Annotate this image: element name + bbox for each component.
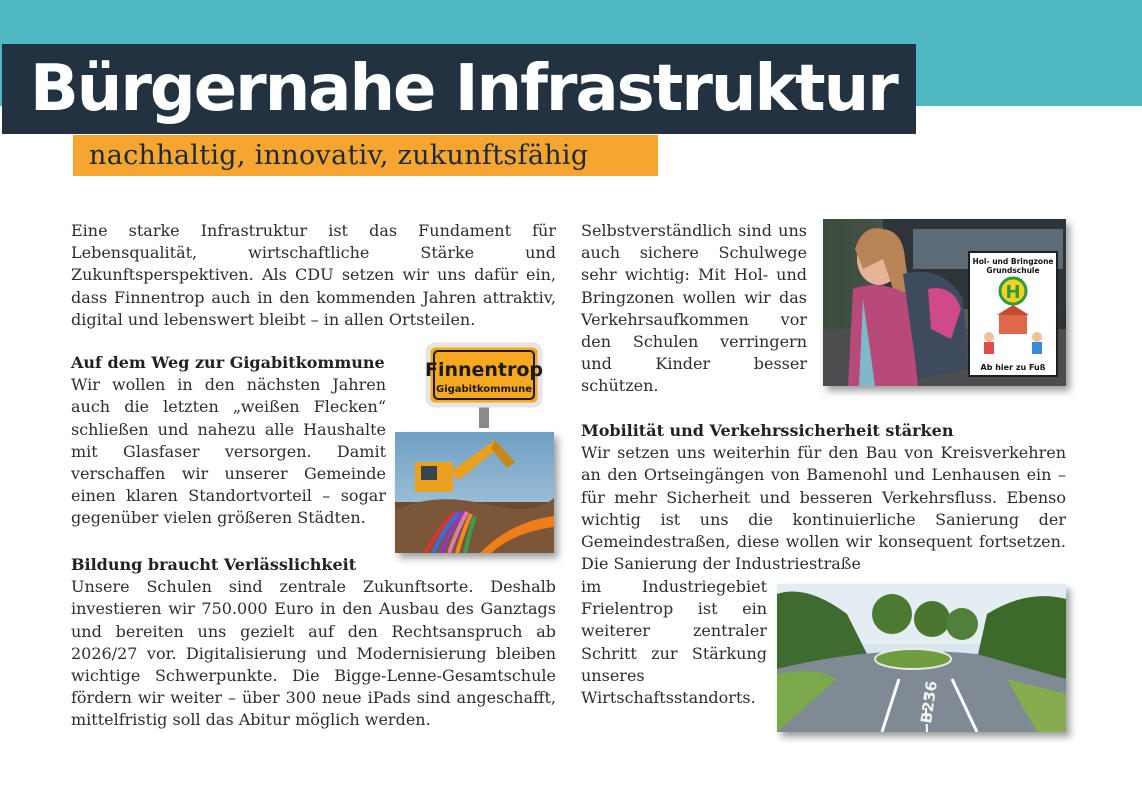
section-mobilitaet-text: Wir setzen uns weiterhin für den Bau von Kreisverkehren an den Ortseingängen von Bamenohl und Lenhausen ein – für mehr Sicherheit und besseren Verkehrsfluss. Ebenso wichtig ist uns die kontinuierliche Sanierung der Gemeindestraßen, diese wollen wir konsequent fortsetzen. Die Sanierung der Industriestraße <box>581 443 1066 574</box>
section-bildung <box>71 554 556 732</box>
intro-paragraph: Eine starke Infrastruktur ist das Fundament für Lebensqualität, wirtschaftliche Stärke und Zukunftsperspektiven. Als CDU setzen wir uns dafür ein, dass Finnentrop auch in den kommenden Jahren attraktiv, digital und lebenswert bleibt – in allen Ortsteilen. <box>71 221 556 329</box>
road-marking-label: B236 <box>917 679 941 725</box>
page-subtitle: nachhaltig, innovativ, zukunftsfähig <box>89 140 589 171</box>
section-bildung-text: Unsere Schulen sind zentrale Zukunftsorte. Deshalb investieren wir 750.000 Euro in den Ausbau des Ganztags und bereiten uns gezielt auf den Rechtsanspruch ab 2026/27 vor. Digitalisierung und Modernisierung bleiben wichtige Schwerpunkte. Die Bigge-Lenne-Gesamtschule fördern wir weiter – über 300 neue iPads sind angeschafft, mittelfristig soll das Abitur möglich werden. <box>71 577 556 730</box>
section-mobilitaet-heading: Mobilität und Verkehrssicherheit stärken <box>581 421 954 440</box>
section-mobilitaet-text-continued: im Industriegebiet Frielentrop ist ein weiterer zentraler Schritt zur Stärkung unseres Wirtschaftsstandorts. <box>581 577 767 708</box>
photo-town-sign <box>425 342 543 428</box>
section-gigabit <box>71 352 386 530</box>
school-sign-badge: H <box>1005 282 1021 303</box>
town-sign-name: Finnentrop <box>425 359 543 381</box>
section-gigabit-text: Wir wollen in den nächsten Jahren auch die letzten „weißen Flecken“ schließen und nahezu alle Haushalte mit Glasfaser versorgen. Damit verschaffen wir unserer Gemeinde einen klaren Standortvorteil – sogar gegenüber vielen größeren Städten. <box>71 375 386 528</box>
section-schulweg-text: Selbstverständlich sind uns auch sichere Schulwege sehr wichtig: Mit Hol- und Bringzonen wollen wir das Verkehrsaufkommen vor den Schulen verringern und Kinder besser schützen. <box>581 221 807 396</box>
section-bildung-heading: Bildung braucht Verlässlichkeit <box>71 555 357 574</box>
school-sign-line1: Hol- und Bringzone <box>972 257 1054 266</box>
photo-school-zone <box>823 219 1066 386</box>
photo-fibre-excavator <box>395 432 554 553</box>
town-sign-sub: Gigabitkommune <box>435 384 533 395</box>
photo-roundabout <box>777 584 1066 732</box>
school-sign-line2: Grundschule <box>986 266 1040 275</box>
section-gigabit-heading: Auf dem Weg zur Gigabitkommune <box>71 353 385 372</box>
page-title: Bürgernahe Infrastruktur <box>30 52 897 126</box>
school-sign-footer: Ab hier zu Fuß <box>980 363 1046 372</box>
section-mobilitaet <box>581 420 1066 575</box>
